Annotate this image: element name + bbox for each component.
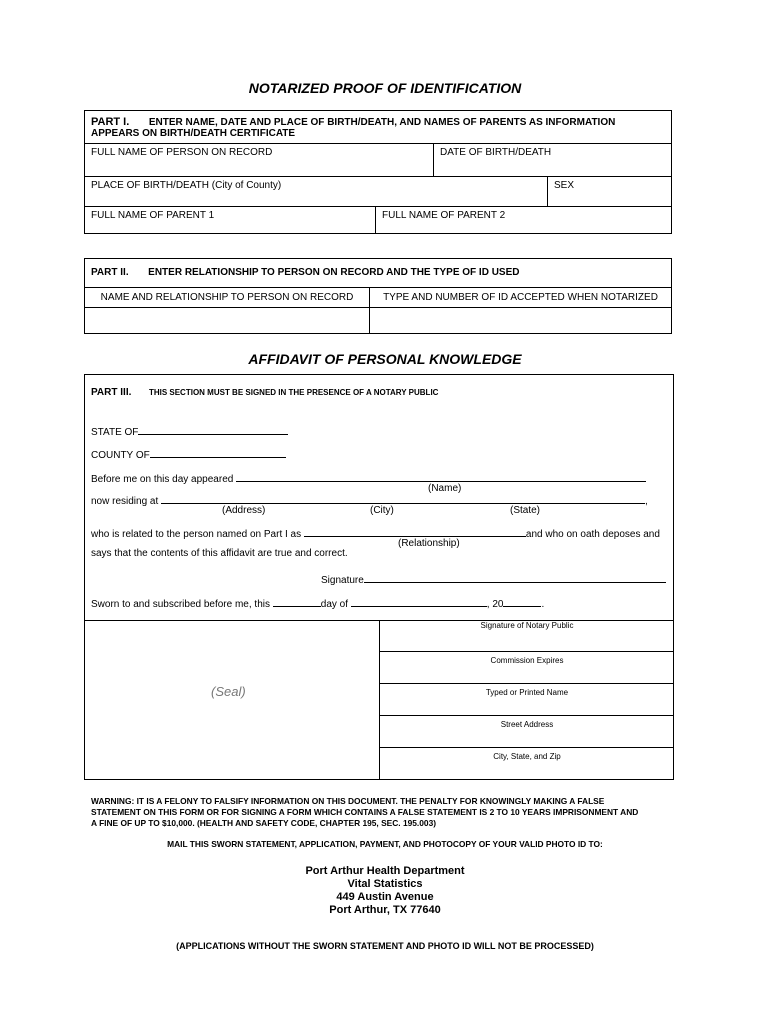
county-of-label: COUNTY OF xyxy=(91,450,150,461)
name-caption: (Name) xyxy=(428,483,462,494)
address-line2: Vital Statistics xyxy=(347,878,423,890)
county-of-row xyxy=(91,447,286,461)
part2-instruction: ENTER RELATIONSHIP TO PERSON ON RECORD AND THE TYPE OF ID USED xyxy=(148,267,520,278)
parent2-field[interactable] xyxy=(375,206,671,233)
parent2-label: FULL NAME OF PARENT 2 xyxy=(382,210,506,221)
relationship-caption: (Relationship) xyxy=(398,538,460,549)
sex-field[interactable] xyxy=(547,176,671,206)
full-name-label: FULL NAME OF PERSON ON RECORD xyxy=(91,147,273,158)
street-address-field[interactable] xyxy=(380,716,674,748)
now-residing-label: now residing at xyxy=(91,496,159,507)
place-field[interactable] xyxy=(85,176,547,206)
part1-label: PART I. xyxy=(91,116,130,128)
relationship-column-label: NAME AND RELATIONSHIP TO PERSON ON RECORD xyxy=(100,292,354,303)
notary-signature-field[interactable] xyxy=(380,621,674,652)
says-that-text: says that the contents of this affidavit are true and correct. xyxy=(91,548,348,559)
state-of-input[interactable] xyxy=(138,424,288,435)
related-row xyxy=(91,526,660,540)
city-state-zip-field[interactable] xyxy=(380,748,674,780)
parent1-label: FULL NAME OF PARENT 1 xyxy=(91,210,215,221)
commission-expires-label: Commission Expires xyxy=(490,656,564,665)
printed-name-label: Typed or Printed Name xyxy=(485,688,569,697)
address-line4: Port Arthur, TX 77640 xyxy=(329,904,441,916)
notary-signature-label: Signature of Notary Public xyxy=(480,621,574,630)
related-label: who is related to the person named on Part I as xyxy=(91,529,302,540)
full-name-field[interactable] xyxy=(85,143,433,176)
appeared-name-input[interactable] xyxy=(236,471,646,482)
mailing-address xyxy=(0,865,770,917)
part3-instruction: THIS SECTION MUST BE SIGNED IN THE PRESENCE OF A NOTARY PUBLIC xyxy=(148,388,439,397)
state-of-label: STATE OF xyxy=(91,427,139,438)
part2-section xyxy=(84,258,672,334)
warning-line2: STATEMENT ON THIS FORM OR FOR SIGNING A FORM WHICH CONTAINS A FALSE STATEMENT IS 2 TO 10 YEARS IMPRISONMENT AND xyxy=(91,807,639,817)
county-of-input[interactable] xyxy=(150,447,286,458)
id-field[interactable] xyxy=(369,307,671,333)
id-column-header xyxy=(369,287,671,307)
signature-label: Signature xyxy=(321,575,364,586)
part2-header xyxy=(85,264,671,281)
relationship-column-header xyxy=(85,287,369,307)
residing-address-input[interactable] xyxy=(161,493,645,504)
date-label: DATE OF BIRTH/DEATH xyxy=(440,147,552,158)
mail-instruction: MAIL THIS SWORN STATEMENT, APPLICATION, PAYMENT, AND PHOTOCOPY OF YOUR VALID PHOTO ID TO: xyxy=(167,839,603,849)
sworn-month-input[interactable] xyxy=(351,596,487,607)
part1-instruction-line1: ENTER NAME, DATE AND PLACE OF BIRTH/DEATH, AND NAMES OF PARENTS AS INFORMATION xyxy=(148,117,616,128)
day-of-label: day of xyxy=(320,599,349,610)
warning-line3: A FINE OF UP TO $10,000. (HEALTH AND SAFETY CODE, CHAPTER 195, SEC. 195.003) xyxy=(91,818,437,828)
sex-label: SEX xyxy=(554,180,575,191)
seal-placeholder: (Seal) xyxy=(211,684,246,699)
appeared-row xyxy=(91,471,646,485)
relationship-input[interactable] xyxy=(304,526,526,537)
footer-note: (APPLICATIONS WITHOUT THE SWORN STATEMENT AND PHOTO ID WILL NOT BE PROCESSED) xyxy=(176,941,594,951)
state-of-row xyxy=(91,424,288,438)
date-field[interactable] xyxy=(433,143,671,176)
printed-name-field[interactable] xyxy=(380,684,674,716)
year-prefix: , 20 xyxy=(486,599,504,610)
sworn-year-input[interactable] xyxy=(503,596,541,607)
id-column-label: TYPE AND NUMBER OF ID ACCEPTED WHEN NOTARIZED xyxy=(383,292,658,303)
sworn-day-input[interactable] xyxy=(273,596,321,607)
part3-header xyxy=(91,387,438,398)
address-line3: 449 Austin Avenue xyxy=(336,891,434,903)
state-caption: (State) xyxy=(510,505,541,516)
signature-row xyxy=(321,572,666,586)
warning-line1: WARNING: IT IS A FELONY TO FALSIFY INFORMATION ON THIS DOCUMENT. THE PENALTY FOR KNOWINGLY MAKING A FALSE xyxy=(91,796,605,806)
place-label: PLACE OF BIRTH/DEATH (City of County) xyxy=(91,180,282,191)
sworn-period: . xyxy=(541,599,545,610)
warning-text xyxy=(91,796,691,829)
sworn-row xyxy=(91,596,544,610)
address-line1: Port Arthur Health Department xyxy=(305,865,465,877)
commission-expires-field[interactable] xyxy=(380,652,674,684)
part1-header xyxy=(85,113,671,142)
address-caption: (Address) xyxy=(222,505,266,516)
part3-label: PART III. xyxy=(91,387,132,398)
signature-input[interactable] xyxy=(364,572,666,583)
part1-instruction-line2: APPEARS ON BIRTH/DEATH CERTIFICATE xyxy=(91,128,296,139)
relationship-field[interactable] xyxy=(85,307,369,333)
residing-comma: , xyxy=(645,496,648,507)
sworn-label: Sworn to and subscribed before me, this xyxy=(91,599,270,610)
notary-rows xyxy=(380,621,674,780)
before-me-label: Before me on this day appeared xyxy=(91,474,234,485)
page-title: NOTARIZED PROOF OF IDENTIFICATION xyxy=(248,80,522,96)
part2-label: PART II. xyxy=(91,267,129,278)
parent1-field[interactable] xyxy=(85,206,375,233)
street-address-label: Street Address xyxy=(500,720,554,729)
city-caption: (City) xyxy=(370,505,394,516)
affidavit-title: AFFIDAVIT OF PERSONAL KNOWLEDGE xyxy=(248,351,522,367)
part1-section xyxy=(84,110,672,234)
city-state-zip-label: City, State, and Zip xyxy=(493,752,561,761)
on-oath-label: and who on oath deposes and xyxy=(525,529,660,540)
